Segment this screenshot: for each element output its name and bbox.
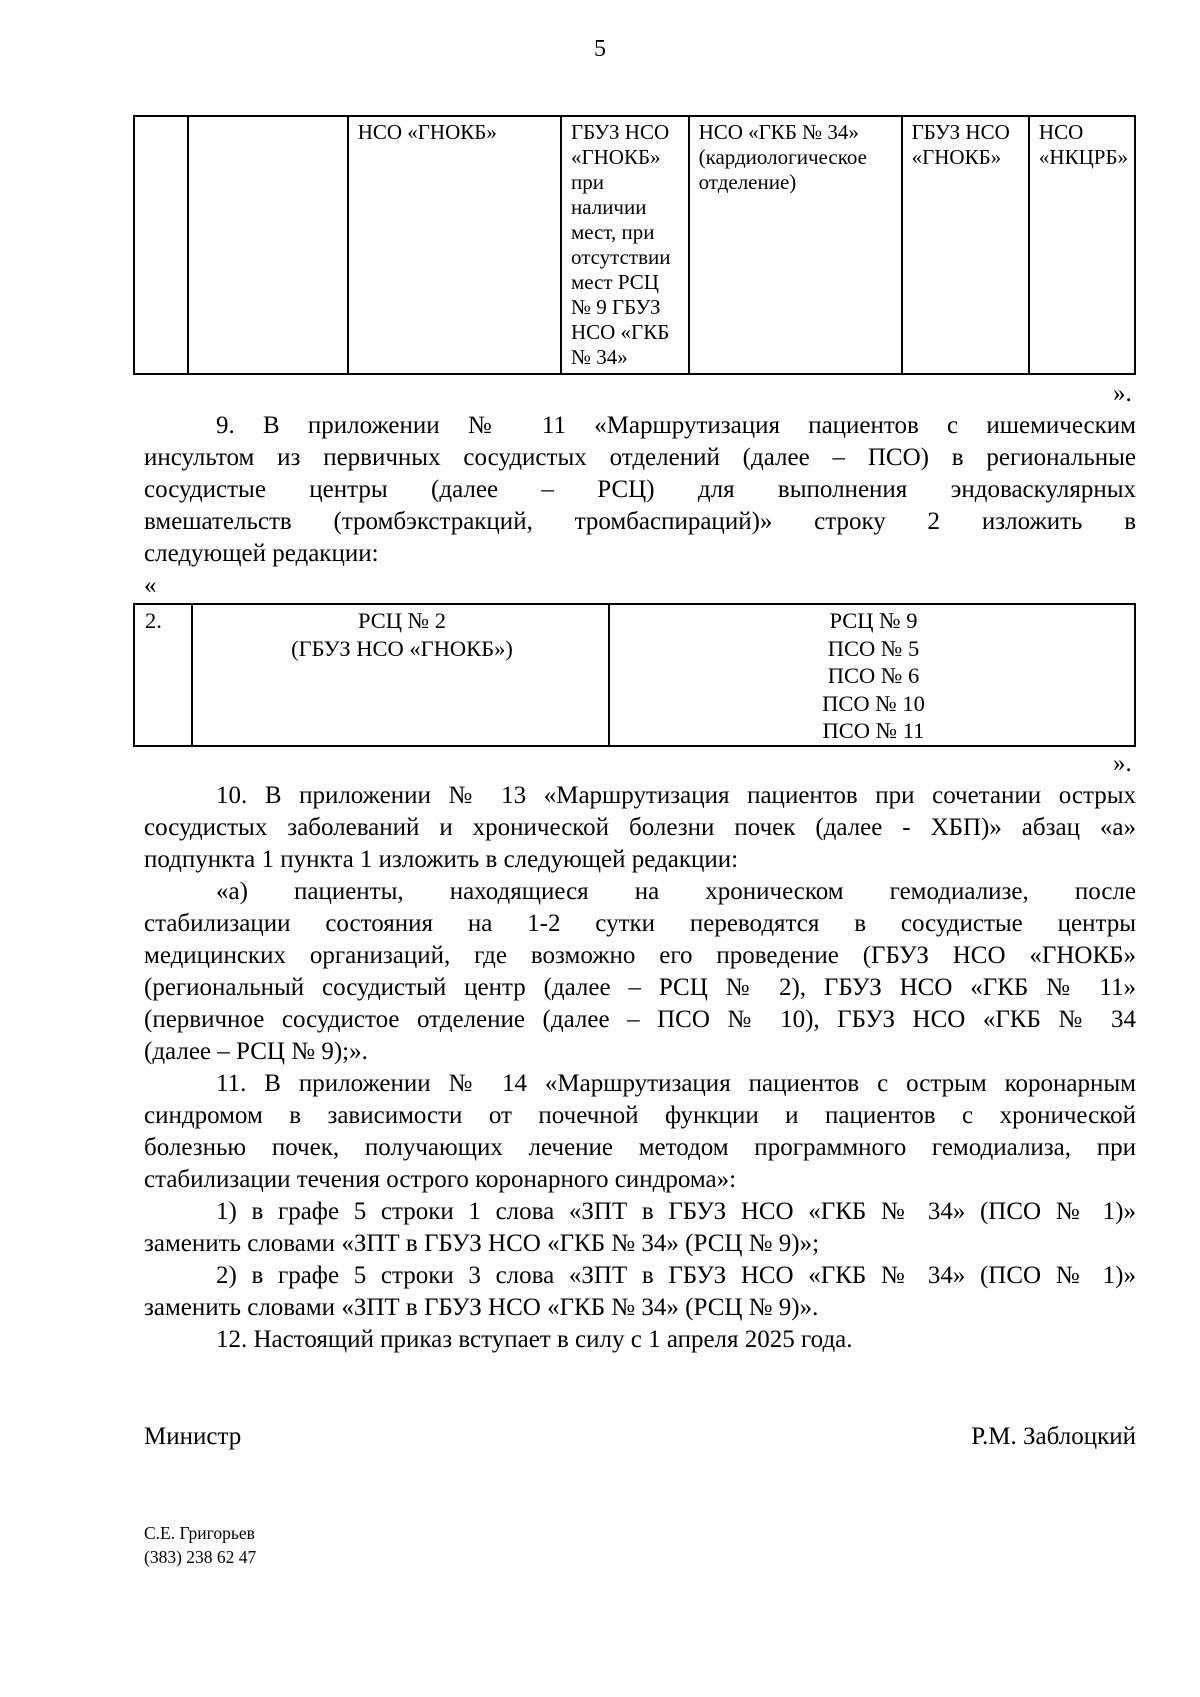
paragraph-10-line: медицинских организаций, где возможно его проведение (ГБУЗ НСО «ГНОКБ»: [144, 942, 1136, 969]
route-item: ПСО № 10: [822, 690, 925, 716]
route-item: ПСО № 5: [827, 635, 920, 661]
paragraph-9-line: 9. В приложении № 11 «Маршрутизация пациентов с ишемическим: [216, 412, 1136, 439]
routes-cell: [609, 604, 1135, 746]
paragraph-10-line: (далее – РСЦ № 9);».: [144, 1038, 368, 1065]
paragraph-9-line: инсультом из первичных сосудистых отделений (далее – ПСО) в региональные: [144, 444, 1136, 471]
paragraph-12: 12. Настоящий приказ вступает в силу с 1 апреля 2025 года.: [216, 1326, 853, 1353]
table-cell: ГБУЗ НСО «ГНОКБ» при наличии мест, при отсутствии мест РСЦ № 9 ГБУЗ НСО «ГКБ № 34»: [561, 116, 689, 374]
paragraph-10-line: стабилизации состояния на 1-2 сутки переводятся в сосудистые центры: [144, 910, 1136, 937]
rsc-org: (ГБУЗ НСО «ГНОКБ»): [291, 635, 513, 661]
paragraph-11-line: синдромом в зависимости от почечной функции и пациентов с хронической: [144, 1102, 1136, 1129]
paragraph-11-line: 1) в графе 5 строки 1 слова «ЗПТ в ГБУЗ НСО «ГКБ № 34» (ПСО № 1)»: [216, 1198, 1136, 1225]
table-cell: НСО «ГНОКБ»: [348, 116, 561, 374]
rsc-name: РСЦ № 2: [357, 608, 446, 633]
paragraph-11-line: болезнью почек, получающих лечение методом программного гемодиализа, при: [144, 1134, 1136, 1161]
paragraph-11-line: 11. В приложении № 14 «Маршрутизация пациентов с острым коронарным: [216, 1070, 1136, 1097]
table-cell: ГБУЗ НСО «ГНОКБ»: [902, 116, 1029, 374]
paragraph-11-line: заменить словами «ЗПТ в ГБУЗ НСО «ГКБ № 34» (РСЦ № 9)»;: [144, 1230, 820, 1257]
page-number: 5: [594, 36, 606, 62]
table-cell: НСО «НКЦРБ»: [1029, 116, 1135, 374]
paragraph-9-line: сосудистые центры (далее – РСЦ) для выполнения эндоваскулярных: [144, 476, 1136, 503]
row-number: 2.: [134, 604, 192, 746]
executor-name: С.Е. Григорьев: [144, 1523, 255, 1543]
table-cell: [188, 116, 348, 374]
route-item: ПСО № 11: [822, 718, 925, 743]
paragraph-10-line: (первичное сосудистое отделение (далее – ПСО № 10), ГБУЗ НСО «ГКБ № 34: [144, 1006, 1136, 1033]
paragraph-10-line: «а) пациенты, находящиеся на хроническом гемодиализе, после: [216, 878, 1136, 905]
paragraph-9-line: следующей редакции:: [144, 540, 379, 567]
signature-name: Р.М. Заблоцкий: [971, 1423, 1136, 1450]
closing-quote: ».: [1113, 380, 1132, 407]
opening-quote: «: [144, 572, 157, 599]
paragraph-10-line: сосудистых заболеваний и хронической болезни почек (далее - ХБП)» абзац «а»: [144, 814, 1136, 841]
route-item: РСЦ № 9: [829, 608, 918, 633]
closing-quote: ».: [1113, 750, 1132, 777]
paragraph-11-line: стабилизации течения острого коронарного синдрома»:: [144, 1166, 737, 1193]
routing-table-row-2: [133, 603, 1136, 747]
signature-title: Министр: [144, 1423, 242, 1450]
paragraph-10-line: 10. В приложении № 13 «Маршрутизация пациентов при сочетании острых: [216, 782, 1136, 809]
paragraph-11-line: 2) в графе 5 строки 3 слова «ЗПТ в ГБУЗ НСО «ГКБ № 34» (ПСО № 1)»: [216, 1262, 1136, 1289]
rsc-cell: [192, 604, 609, 746]
paragraph-11-line: заменить словами «ЗПТ в ГБУЗ НСО «ГКБ № 34» (РСЦ № 9)».: [144, 1294, 819, 1321]
paragraph-10-line: подпункта 1 пункта 1 изложить в следующей редакции:: [144, 846, 739, 873]
table-cell: [134, 116, 188, 374]
table-cell: НСО «ГКБ № 34» (кардиологическое отделение): [689, 116, 902, 374]
route-item: ПСО № 6: [827, 663, 920, 688]
routing-table-continuation: [133, 115, 1136, 375]
executor-phone: (383) 238 62 47: [144, 1547, 257, 1567]
paragraph-9-line: вмешательств (тромбэкстракций, тромбаспираций)» строку 2 изложить в: [144, 508, 1136, 535]
paragraph-10-line: (региональный сосудистый центр (далее – РСЦ № 2), ГБУЗ НСО «ГКБ № 11»: [144, 974, 1136, 1001]
